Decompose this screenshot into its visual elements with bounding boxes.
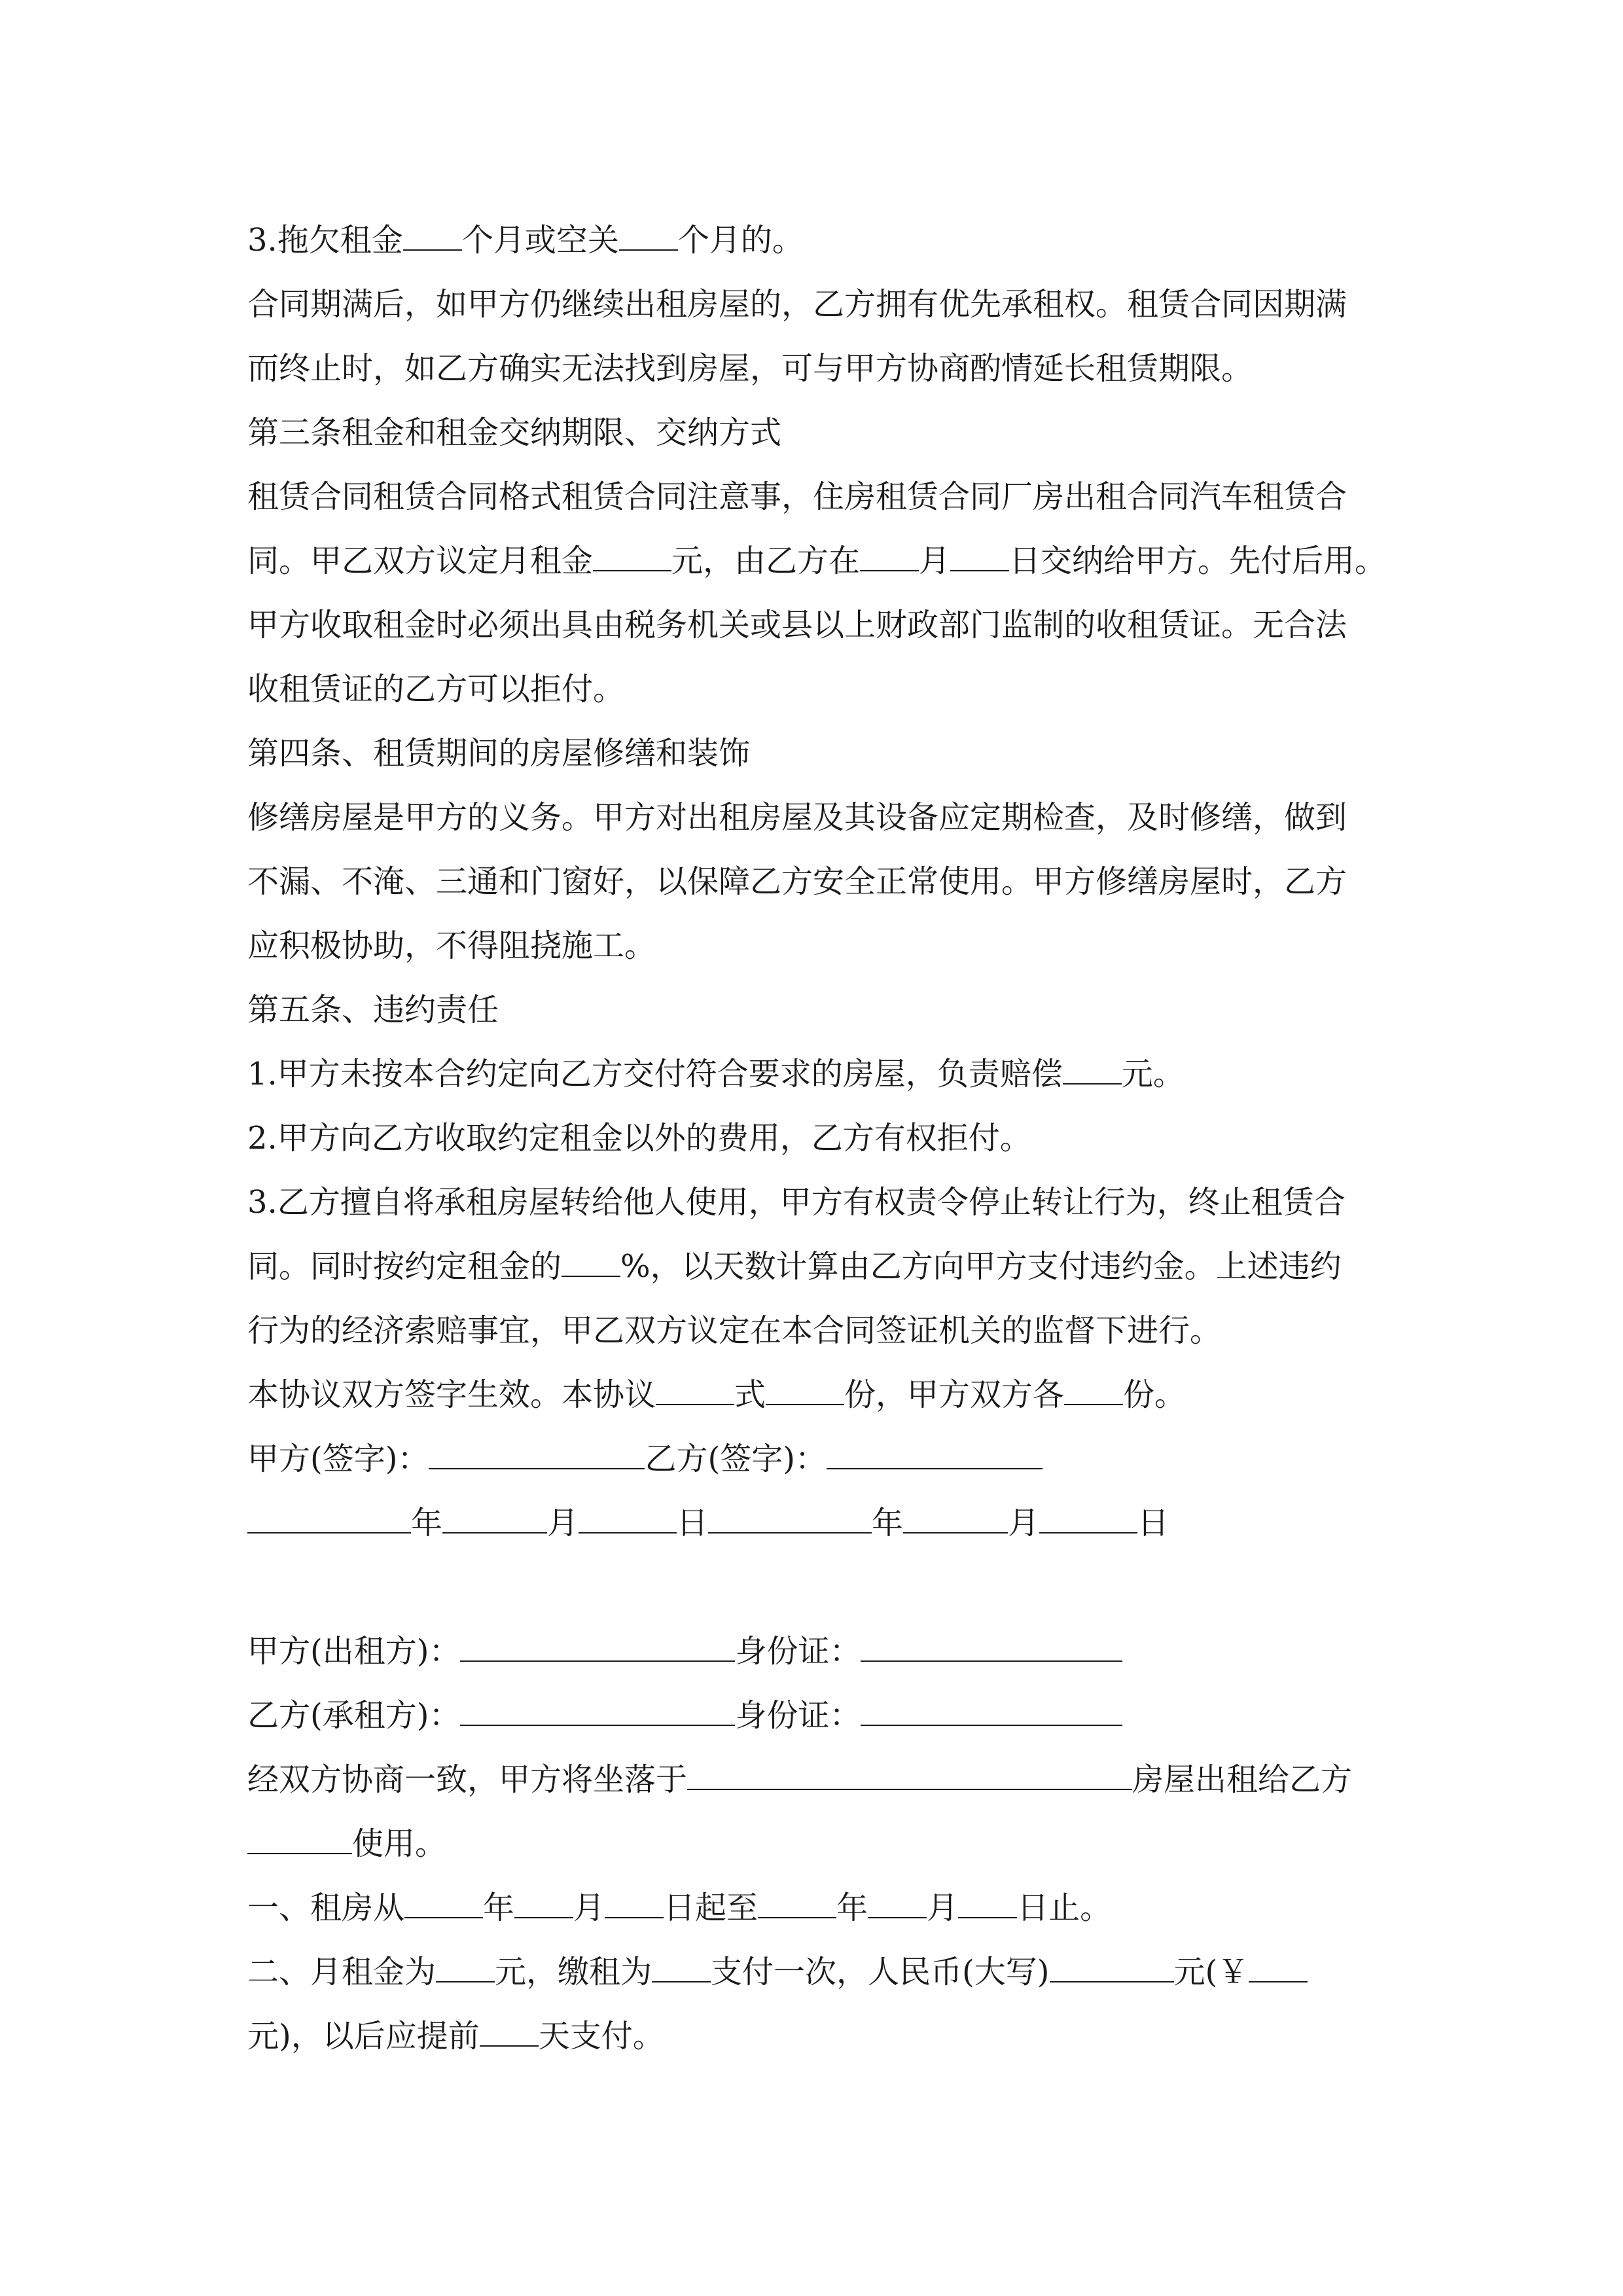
section-heading: 第五条、违约责任: [247, 992, 499, 1028]
text: 元，由乙方在: [671, 543, 861, 579]
text: 元(￥: [1173, 1954, 1249, 1990]
lessor-line: [247, 1619, 1386, 1683]
blank-field[interactable]: [1063, 1054, 1122, 1085]
text: 月: [573, 1890, 605, 1926]
text: 元，缴租为: [495, 1954, 652, 1990]
year-field[interactable]: [708, 1503, 872, 1534]
paragraph-line: [247, 1812, 1386, 1876]
month-field[interactable]: [514, 1888, 573, 1918]
rent-amount-field[interactable]: [436, 1952, 495, 1982]
text: 年: [411, 1505, 443, 1541]
paragraph-line: 合同期满后，如甲方仍继续出租房屋的，乙方拥有优先承租权。租赁合同因期满: [247, 286, 1347, 323]
text: 元。: [1121, 1056, 1185, 1092]
paragraph-line: [247, 1234, 1386, 1299]
advance-days-field[interactable]: [480, 2017, 539, 2047]
party-b-signature-field[interactable]: [827, 1439, 1043, 1469]
payment-period-field[interactable]: [652, 1952, 711, 1982]
paragraph-line: [247, 1748, 1386, 1812]
rent-line: [247, 1940, 1386, 2004]
blank-field[interactable]: [1064, 1375, 1123, 1405]
date-line: [247, 1491, 1386, 1555]
day-field[interactable]: [958, 1888, 1017, 1918]
day-field[interactable]: [579, 1503, 677, 1534]
text: 二、月租金为: [247, 1954, 437, 1990]
usage-field[interactable]: [247, 1824, 352, 1854]
lessor-label: 甲方(出租方)：: [247, 1633, 461, 1670]
text: 日: [1137, 1505, 1169, 1541]
text: 本协议双方签字生效。本协议: [247, 1376, 656, 1413]
text: 同。同时按约定租金的: [247, 1248, 562, 1285]
year-field[interactable]: [404, 1888, 483, 1918]
text: 日: [677, 1505, 709, 1541]
clause-line: 3.乙方擅自将承租房屋转给他人使用，甲方有权责令停止转让行为，终止租赁合: [247, 1184, 1346, 1221]
text: 日止。: [1017, 1890, 1112, 1926]
section-heading: 第四条、租赁期间的房屋修缮和装饰: [247, 735, 751, 772]
party-a-signature-label: 甲方(签字)：: [247, 1441, 429, 1477]
paragraph-line: 不漏、不淹、三通和门窗好，以保障乙方安全正常使用。甲方修缮房屋时，乙方: [247, 863, 1347, 900]
party-a-signature-field[interactable]: [429, 1439, 645, 1469]
rent-yuan-field[interactable]: [1249, 1952, 1308, 1982]
text: 元)，以后应提前: [247, 2018, 480, 2054]
lessee-label: 乙方(承租方)：: [247, 1697, 461, 1734]
lessor-id-field[interactable]: [861, 1632, 1122, 1662]
month-field[interactable]: [442, 1503, 547, 1534]
text: 月: [919, 543, 951, 579]
blank-field[interactable]: [950, 541, 1009, 571]
section-heading: 第三条租金和租金交纳期限、交纳方式: [247, 414, 782, 451]
paragraph-line: 行为的经济索赔事宜，甲乙双方议定在本合同签证机关的监督下进行。: [247, 1312, 1222, 1349]
address-field[interactable]: [687, 1760, 1132, 1790]
text: 支付一次，人民币(大写): [711, 1954, 1050, 1990]
blank-field[interactable]: [860, 541, 919, 571]
clause-line: [247, 208, 1386, 272]
paragraph-line: 甲方收取租金时必须出具由税务机关或县以上财政部门监制的收租赁证。无合法: [247, 607, 1347, 643]
lessor-name-field[interactable]: [460, 1632, 735, 1662]
paragraph-line: 修缮房屋是甲方的义务。甲方对出租房屋及其设备应定期检查，及时修缮，做到: [247, 799, 1347, 836]
paragraph-line: 应积极协助，不得阻挠施工。: [247, 927, 656, 964]
text: 同。甲乙双方议定月租金: [247, 543, 594, 579]
text: 份，甲方双方各: [844, 1376, 1065, 1413]
text: 房屋出租给乙方: [1132, 1761, 1353, 1798]
party-b-signature-label: 乙方(签字)：: [645, 1441, 827, 1477]
text: 使用。: [352, 1825, 447, 1862]
id-label: 身份证：: [735, 1633, 861, 1670]
text: 个月或空关: [461, 222, 619, 259]
blank-field[interactable]: [593, 541, 671, 571]
spacer: [247, 1555, 1386, 1619]
paragraph-line: 收租赁证的乙方可以拒付。: [247, 671, 625, 708]
text: 1.甲方未按本合约定向乙方交付符合要求的房屋，负责赔偿: [247, 1056, 1063, 1092]
year-field[interactable]: [247, 1503, 411, 1534]
text: 一、租房从: [247, 1890, 405, 1926]
month-field[interactable]: [868, 1888, 927, 1918]
blank-field[interactable]: [766, 1375, 844, 1405]
contract-page: [247, 208, 1386, 2068]
rent-line: [247, 2004, 1386, 2068]
day-field[interactable]: [605, 1888, 664, 1918]
text: 经双方协商一致，甲方将坐落于: [247, 1761, 688, 1798]
text: 月: [1008, 1505, 1040, 1541]
text: 式: [734, 1376, 766, 1413]
paragraph-line: [247, 529, 1386, 593]
lessee-name-field[interactable]: [460, 1696, 735, 1726]
paragraph-line: [247, 1363, 1386, 1427]
blank-field[interactable]: [619, 221, 678, 251]
text: 年: [483, 1890, 515, 1926]
text: 日起至: [664, 1890, 758, 1926]
text: 3.拖欠租金: [247, 222, 403, 259]
text: 年: [836, 1890, 868, 1926]
year-field[interactable]: [758, 1888, 836, 1918]
blank-field[interactable]: [403, 221, 462, 251]
text: 天支付。: [538, 2018, 664, 2054]
text: 份。: [1123, 1376, 1186, 1413]
clause-line: 2.甲方向乙方收取约定租金以外的费用，乙方有权拒付。: [247, 1120, 1031, 1157]
paragraph-line: 租赁合同租赁合同格式租赁合同注意事，住房租赁合同厂房出租合同汽车租赁合: [247, 478, 1347, 515]
signature-line: [247, 1427, 1386, 1491]
lessee-line: [247, 1683, 1386, 1748]
text: 月: [547, 1505, 579, 1541]
text: %，以天数计算由乙方向甲方支付违约金。上述违约: [620, 1248, 1342, 1285]
month-field[interactable]: [903, 1503, 1008, 1534]
rent-uppercase-field[interactable]: [1050, 1952, 1174, 1982]
text: 个月的。: [677, 222, 804, 259]
day-field[interactable]: [1039, 1503, 1137, 1534]
text: 日交纳给甲方。先付后用。: [1009, 543, 1386, 579]
text: 月: [927, 1890, 959, 1926]
blank-field[interactable]: [562, 1247, 620, 1277]
blank-field[interactable]: [656, 1375, 734, 1405]
clause-line: [247, 1042, 1386, 1106]
term-line: [247, 1876, 1386, 1940]
lessee-id-field[interactable]: [861, 1696, 1122, 1726]
paragraph-line: 而终止时，如乙方确实无法找到房屋，可与甲方协商酌情延长租赁期限。: [247, 350, 1253, 387]
id-label: 身份证：: [735, 1697, 861, 1734]
text: 年: [872, 1505, 904, 1541]
